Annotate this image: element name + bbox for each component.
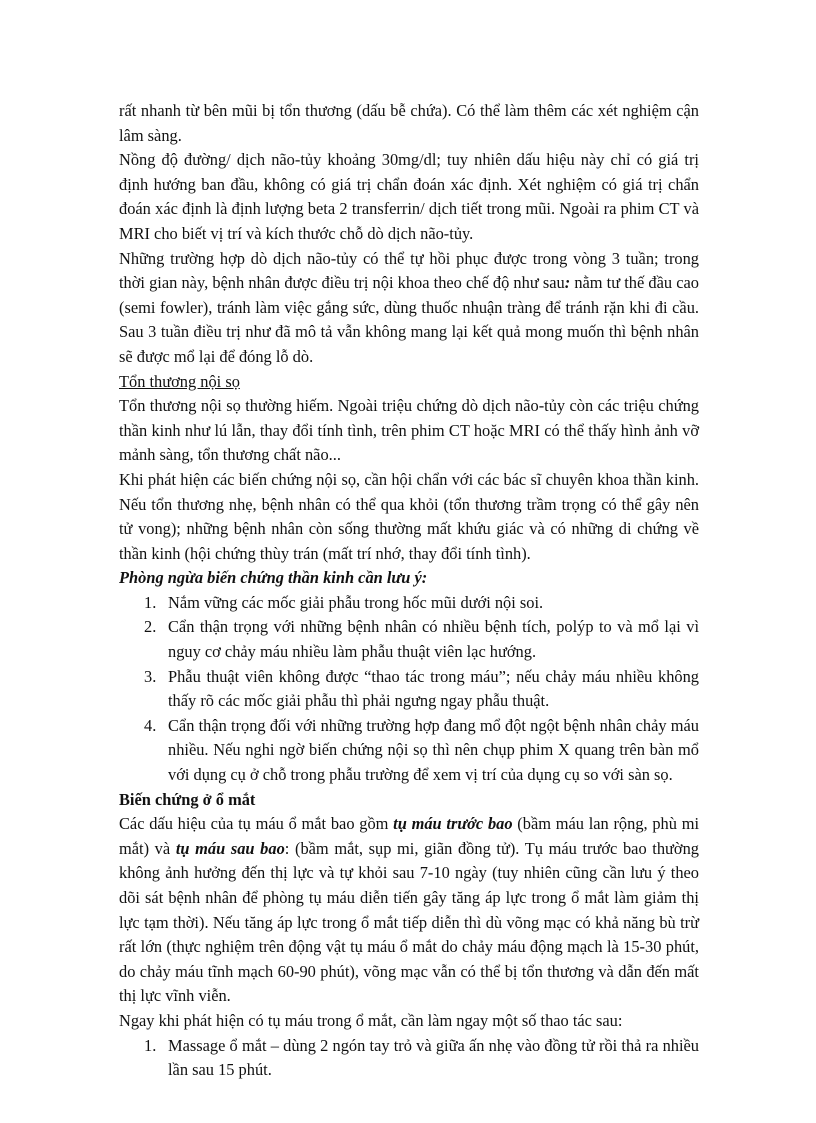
- term-preseptal-hematoma: tụ máu trước bao: [393, 814, 513, 834]
- list-item-text: Cẩn thận trọng với những bệnh nhân có nhiều bệnh tích, polýp to và mổ lại vì nguy cơ chảy máu nhiều làm phẫu thuật viên lạc hướng.: [168, 617, 699, 662]
- list-item: [119, 1034, 699, 1083]
- list-item-number: 4.: [144, 715, 157, 735]
- list-item-number: 1.: [144, 1035, 157, 1055]
- paragraph-csf-treatment-a: Những trường hợp dò dịch não-tủy có thể tự hồi phục được trong vòng 3 tuần; trong thời gian này, bệnh nhân được điều trị nội khoa theo chế độ như sau: [119, 248, 699, 293]
- paragraph-csf-leak-continued: rất nhanh từ bên mũi bị tổn thương (dấu bễ chứa). Có thể làm thêm các xét nghiệm cận lâm sàng.: [119, 101, 699, 145]
- paragraph-intracranial-management: Khi phát hiện các biến chứng nội sọ, cần hội chẩn với các bác sĩ chuyên khoa thần kinh. Nếu tổn thương nhẹ, bệnh nhân có thể qua khỏi (tổn thương trầm trọng có thể gây nên tử vong); những bệnh nhân còn sống thường mất khứu giác và có những di chứng về thần kinh (hội chứng thùy trán (mất trí nhớ, thay đổi tính tình).: [119, 469, 699, 563]
- treatment-colon: :: [564, 273, 571, 293]
- list-item: [119, 665, 699, 714]
- paragraph-orbital-actions-intro: Ngay khi phát hiện có tụ máu trong ổ mắt, cần làm ngay một số thao tác sau:: [119, 1010, 623, 1030]
- list-item-text: Massage ổ mắt – dùng 2 ngón tay trỏ và giữa ấn nhẹ vào đồng tử rồi thả ra nhiều lần sau 15 phút.: [168, 1035, 699, 1080]
- list-item-number: 3.: [144, 666, 157, 686]
- list-item-number: 1.: [144, 592, 157, 612]
- list-item-number: 2.: [144, 617, 157, 637]
- list-item-text: Phẫu thuật viên không được “thao tác trong máu”; nếu chảy máu nhiều không thấy rõ các mốc giải phẫu thì phải ngưng ngay phẫu thuật.: [168, 666, 699, 711]
- list-item-text: Nắm vững các mốc giải phẫu trong hốc mũi dưới nội soi.: [168, 592, 544, 612]
- heading-intracranial-injury: Tổn thương nội sọ: [119, 371, 240, 391]
- paragraph-csf-glucose: Nồng độ đường/ dịch não-tủy khoảng 30mg/dl; tuy nhiên dấu hiệu này chỉ có giá trị định hướng ban đầu, không có giá trị chẩn đoán xác định. Xét nghiệm có giá trị chẩn đoán xác định là định lượng beta 2 transferrin/ dịch tiết trong mũi. Ngoài ra phim CT và MRI cho biết vị trí và kích thước chỗ dò dịch não-tủy.: [119, 150, 699, 243]
- orbital-actions-list: [119, 1034, 699, 1083]
- list-item: [119, 714, 699, 788]
- paragraph-csf-treatment: [119, 247, 699, 370]
- list-item-text: Cẩn thận trọng đối với những trường hợp đang mổ đột ngột bệnh nhân chảy máu nhiều. Nếu nghi ngờ biến chứng nội sọ thì nên chụp phim X quang trên bàn mổ với dụng cụ ở chỗ trong phẫu trường để xem vị trí của dụng cụ so với sàn sọ.: [168, 715, 699, 785]
- heading-prevention: Phòng ngừa biến chứng thần kinh cần lưu ý:: [119, 568, 428, 588]
- paragraph-orbital-part1: Các dấu hiệu của tụ máu ổ mắt bao gồm: [119, 814, 394, 834]
- prevention-list: [119, 591, 699, 788]
- list-item: [119, 615, 699, 664]
- paragraph-orbital-hematoma: [119, 812, 699, 1009]
- document-page: [119, 99, 699, 1083]
- paragraph-csf-treatment-b: nằm tư thế đầu cao (semi fowler), tránh làm việc gắng sức, dùng thuốc nhuận tràng để tránh rặn khi đi cầu. Sau 3 tuần điều trị như đã mô tả vẫn không mang lại kết quả mong muốn thì bệnh nhân sẽ được mổ lại để đóng lỗ dò.: [119, 273, 699, 366]
- list-item: [119, 591, 699, 616]
- heading-orbital-complications: Biến chứng ở ổ mắt: [119, 789, 256, 809]
- paragraph-orbital-part2: (bầm máu lan rộng, phù mi mắt) và: [119, 814, 699, 858]
- term-postseptal-hematoma: tụ máu sau bao: [175, 838, 285, 858]
- paragraph-orbital-part3: : (bầm mắt, sụp mi, giãn đồng tử). Tụ máu trước bao thường không ảnh hưởng đến thị lực và tự khỏi sau 7-10 ngày (tuy nhiên cũng cần lưu ý theo dõi sát bệnh nhân để phòng tụ máu diễn tiến gây tăng áp lực trong ổ mắt làm giảm thị lực tạm thời). Nếu tăng áp lực trong ổ mắt tiếp diễn thì dù võng mạc có khả năng bù trừ rất lớn (thực nghiệm trên động vật tụ máu ổ mắt do chảy máu động mạch là 15-30 phút, do chảy máu tĩnh mạch 60-90 phút), võng mạc vẫn có thể bị tổn thương và dẫn đến mất thị lực vĩnh viễn.: [119, 838, 699, 1006]
- paragraph-intracranial-symptoms: Tổn thương nội sọ thường hiếm. Ngoài triệu chứng dò dịch não-tủy còn các triệu chứng thần kinh như lú lẫn, thay đổi tính tình, trên phim CT hoặc MRI có thể thấy hình ảnh vỡ mảnh sàng, tổn thương chất não...: [119, 396, 699, 465]
